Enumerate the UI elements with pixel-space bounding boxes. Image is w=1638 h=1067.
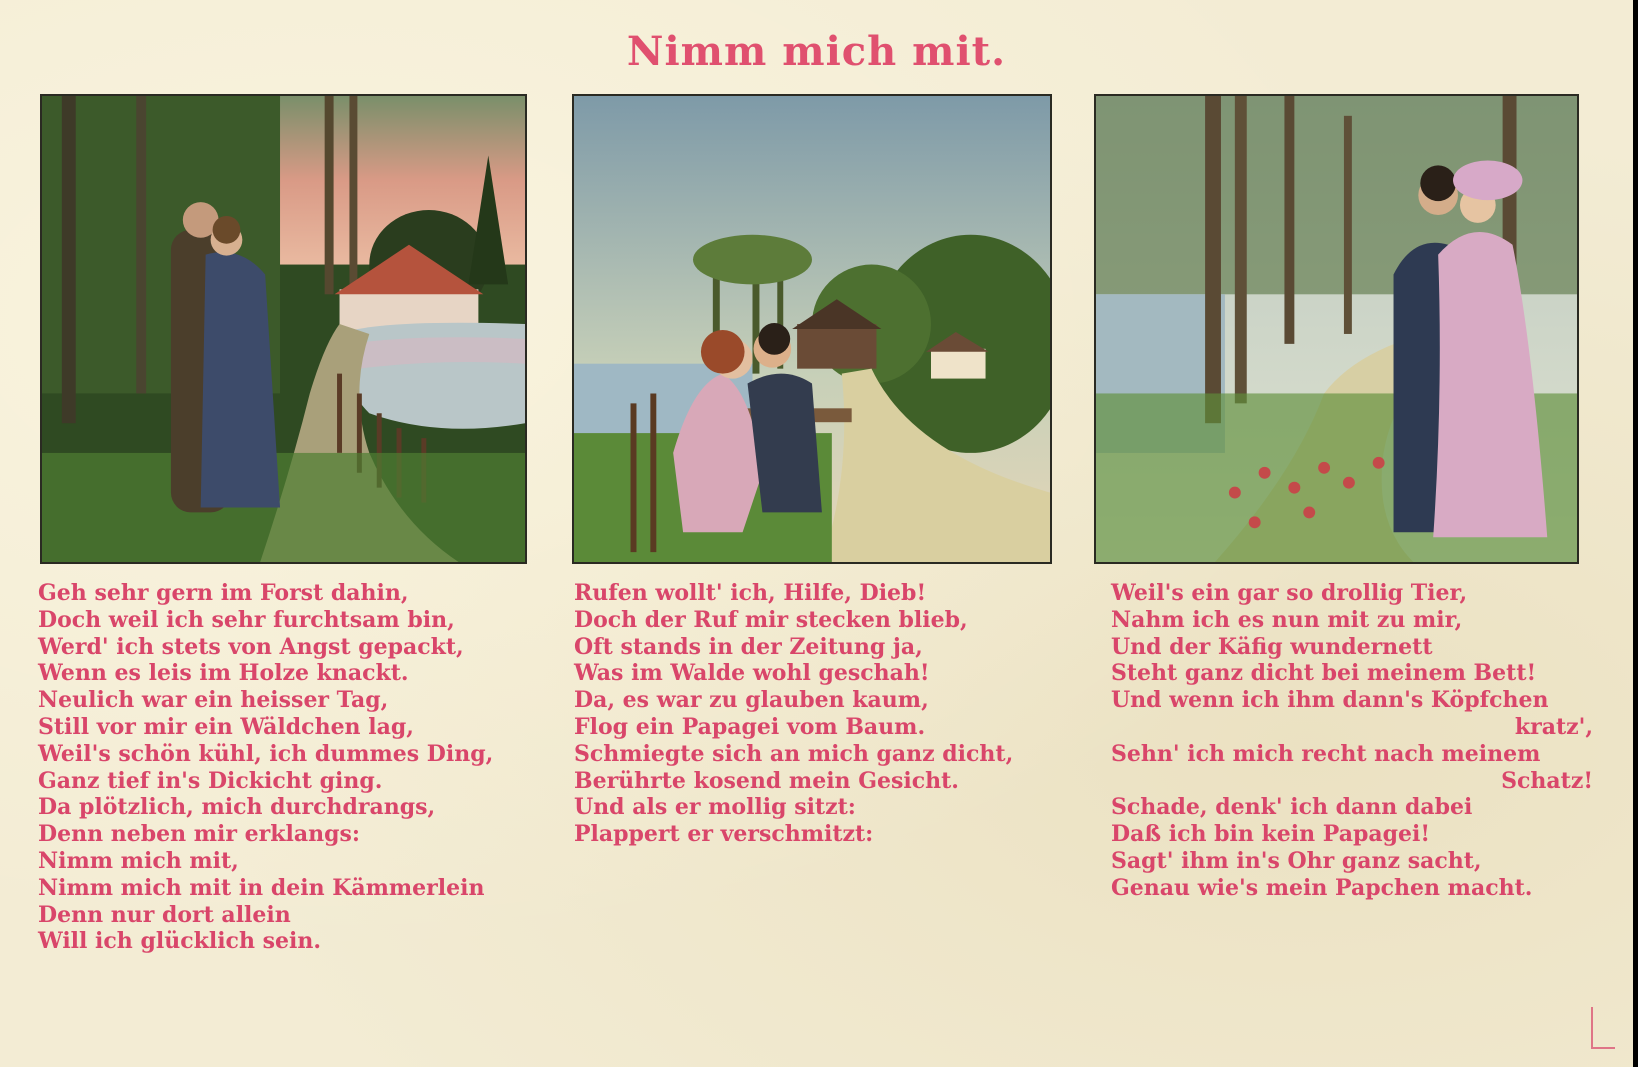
verse-line: Da plötzlich, mich durchdrangs, <box>38 794 436 821</box>
verse-line: Oft stands in der Zeitung ja, <box>574 633 923 660</box>
illustration-panel-3 <box>1094 94 1579 564</box>
verse-line: Sehn' ich mich recht nach meinem <box>1111 740 1541 767</box>
verse-line: Steht ganz dicht bei meinem Bett! <box>1111 660 1537 687</box>
verse-line: Und wenn ich ihm dann's Köpfchen <box>1111 687 1549 714</box>
verse-line: Da, es war zu glauben kaum, <box>574 687 929 714</box>
couple-on-bench-illustration <box>574 96 1050 562</box>
corner-mark <box>1591 1007 1615 1049</box>
verse-column-2 <box>574 580 1054 848</box>
verse-line: Neulich war ein heisser Tag, <box>38 687 389 714</box>
verse-line: Will ich glücklich sein. <box>38 928 321 955</box>
verse-line: Was im Walde wohl geschah! <box>574 660 930 687</box>
verse-column-1 <box>38 580 538 955</box>
verse-line: Nimm mich mit, <box>38 847 239 874</box>
verse-line: Plappert er verschmitzt: <box>574 821 874 848</box>
verse-column-3 <box>1111 580 1593 902</box>
verse-line: Schmiegte sich an mich ganz dicht, <box>574 740 1014 767</box>
verse-line: Doch der Ruf mir stecken blieb, <box>574 606 968 633</box>
verse-line: Denn neben mir erklangs: <box>38 821 360 848</box>
verse-line: Nahm ich es nun mit zu mir, <box>1111 606 1463 633</box>
verse-line: Nimm mich mit in dein Kämmerlein <box>38 874 485 901</box>
verse-line: Genau wie's mein Papchen macht. <box>1111 874 1533 901</box>
verse-line: Geh sehr gern im Forst dahin, <box>38 580 409 606</box>
verse-line: Still vor mir ein Wäldchen lag, <box>38 713 414 740</box>
illustration-panel-1 <box>40 94 527 564</box>
verse-line: Rufen wollt' ich, Hilfe, Dieb! <box>574 580 927 606</box>
verse-line: kratz', <box>1514 713 1593 740</box>
verse-line: Flog ein Papagei vom Baum. <box>574 713 926 740</box>
verse-line: Weil's schön kühl, ich dummes Ding, <box>38 740 494 767</box>
illustration-panel-2 <box>572 94 1052 564</box>
verse-line: Denn nur dort allein <box>38 901 291 928</box>
verse-line: Wenn es leis im Holze knackt. <box>38 660 409 687</box>
verse-line: Doch weil ich sehr furchtsam bin, <box>38 606 455 633</box>
verse-line: Und als er mollig sitzt: <box>574 794 856 821</box>
couple-walking-illustration <box>42 96 525 562</box>
verse-line: Schade, denk' ich dann dabei <box>1111 794 1473 821</box>
card-title: Nimm mich mit. <box>626 28 1007 75</box>
verse-line: Daß ich bin kein Papagei! <box>1111 821 1430 848</box>
verse-line: Werd' ich stets von Angst gepackt, <box>38 633 464 660</box>
verse-line: Weil's ein gar so drollig Tier, <box>1111 580 1468 606</box>
couple-embracing-illustration <box>1096 96 1577 562</box>
verse-line: Sagt' ihm in's Ohr ganz sacht, <box>1111 847 1482 874</box>
verse-line: Ganz tief in's Dickicht ging. <box>38 767 383 794</box>
verse-line: Und der Käfig wundernett <box>1111 633 1433 660</box>
verse-line: Schatz! <box>1501 767 1593 794</box>
verse-line: Berührte kosend mein Gesicht. <box>574 767 959 794</box>
